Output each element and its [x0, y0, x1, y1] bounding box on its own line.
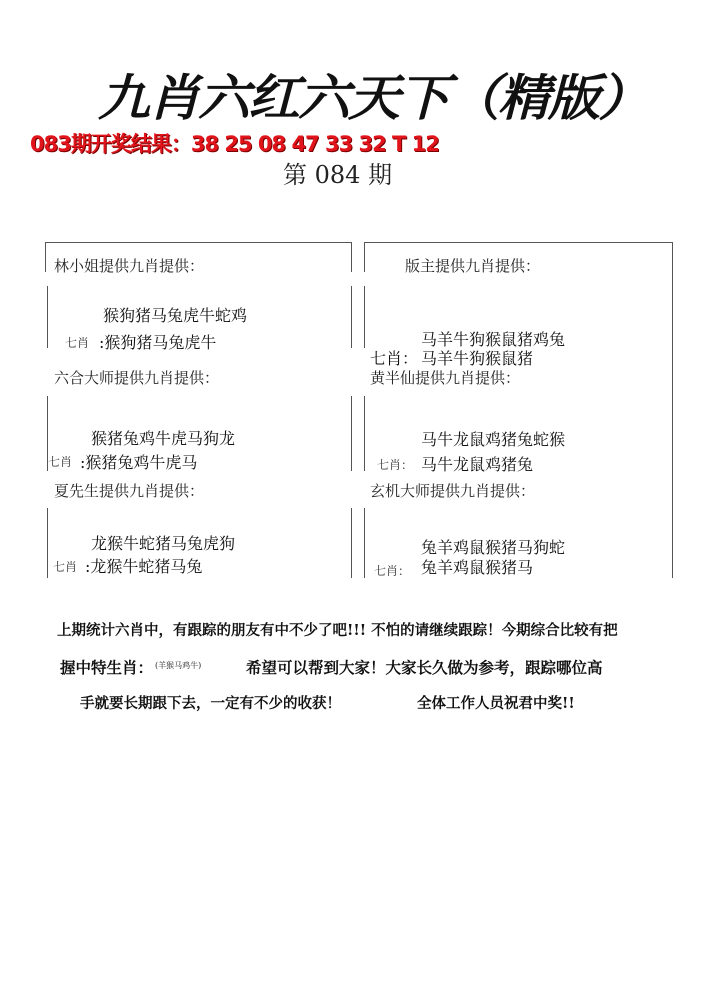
left-section-2-nine: 猴猪兔鸡牛虎马狗龙: [91, 429, 236, 448]
right-section-1-nine: 马羊牛狗猴鼠猪鸡兔: [421, 330, 566, 349]
right-section-2-seven-label: 七肖：: [377, 458, 414, 472]
footer-line-3-end: 全体工作人员祝君中奖!!: [417, 695, 575, 712]
left-section-2-seven: :猴猪兔鸡牛虎马: [80, 453, 198, 472]
right-inner-line-2: [364, 286, 365, 348]
right-section-2-seven: 马牛龙鼠鸡猪兔: [421, 455, 534, 474]
right-inner-line-3: [364, 396, 365, 471]
page-title: 九肖六红六天下（精版）: [98, 70, 649, 128]
right-section-3-header: 玄机大师提供九肖提供：: [370, 482, 536, 500]
left-section-1-nine: 猴狗猪马兔虎牛蛇鸡: [103, 306, 248, 325]
right-frame-line: [672, 242, 673, 578]
middle-frame-line-4: [351, 508, 352, 578]
left-frame-line-2: [47, 286, 48, 348]
left-section-1-seven: :猴狗猪马兔虎牛: [99, 333, 217, 352]
issue-number: 第 084 期: [283, 161, 393, 189]
left-frame-line-1: [45, 242, 46, 272]
left-section-2-seven-label: 七肖: [48, 455, 73, 469]
footer-line-1: 上期统计六肖中，有跟踪的朋友有中不少了吧!!! 不怕的请继续跟踪！今期综合比较有把: [57, 622, 618, 639]
right-section-2-nine: 马牛龙鼠鸡猪兔蛇猴: [421, 430, 566, 449]
middle-frame-line-1: [351, 242, 352, 272]
left-section-3-seven: :龙猴牛蛇猪马兔: [85, 557, 203, 576]
left-section-3-nine: 龙猴牛蛇猪马兔虎狗: [91, 534, 236, 553]
footer-line-2-start: 握中特生肖：: [60, 658, 154, 677]
left-section-3-seven-label: 七肖: [53, 560, 78, 574]
left-section-1-header: 林小姐提供九肖提供：: [54, 257, 205, 275]
right-inner-line-1: [364, 242, 365, 272]
right-section-1-seven-label: 七肖：: [370, 349, 419, 368]
middle-frame-line-3: [351, 396, 352, 471]
left-frame-line-4: [47, 508, 48, 578]
left-section-1-seven-label: 七肖: [65, 336, 90, 350]
left-section-3-header: 夏先生提供九肖提供：: [54, 482, 205, 500]
right-section-3-seven-label: 七肖：: [374, 564, 411, 578]
right-top-rule: [364, 242, 672, 243]
right-section-3-nine: 兔羊鸡鼠猴猪马狗蛇: [421, 538, 566, 557]
right-section-3-seven: 兔羊鸡鼠猴猪马: [421, 558, 534, 577]
footer-line-2-note: (羊猴马鸡牛): [155, 661, 202, 670]
footer-line-2-end: 希望可以帮到大家！大家长久做为参考，跟踪哪位高: [246, 658, 603, 677]
left-top-rule: [45, 242, 351, 243]
right-inner-line-4: [364, 508, 365, 578]
right-section-2-header: 黄半仙提供九肖提供：: [370, 369, 521, 387]
footer-line-3-start: 手就要长期跟下去，一定有不少的收获！: [80, 695, 341, 712]
draw-result: 083期开奖结果：38 25 08 47 33 32 T 12: [30, 132, 439, 156]
right-section-1-seven: 马羊牛狗猴鼠猪: [421, 349, 534, 368]
left-section-2-header: 六合大师提供九肖提供：: [54, 369, 220, 387]
right-section-1-header: 版主提供九肖提供：: [405, 257, 541, 275]
middle-frame-line-2: [351, 286, 352, 348]
